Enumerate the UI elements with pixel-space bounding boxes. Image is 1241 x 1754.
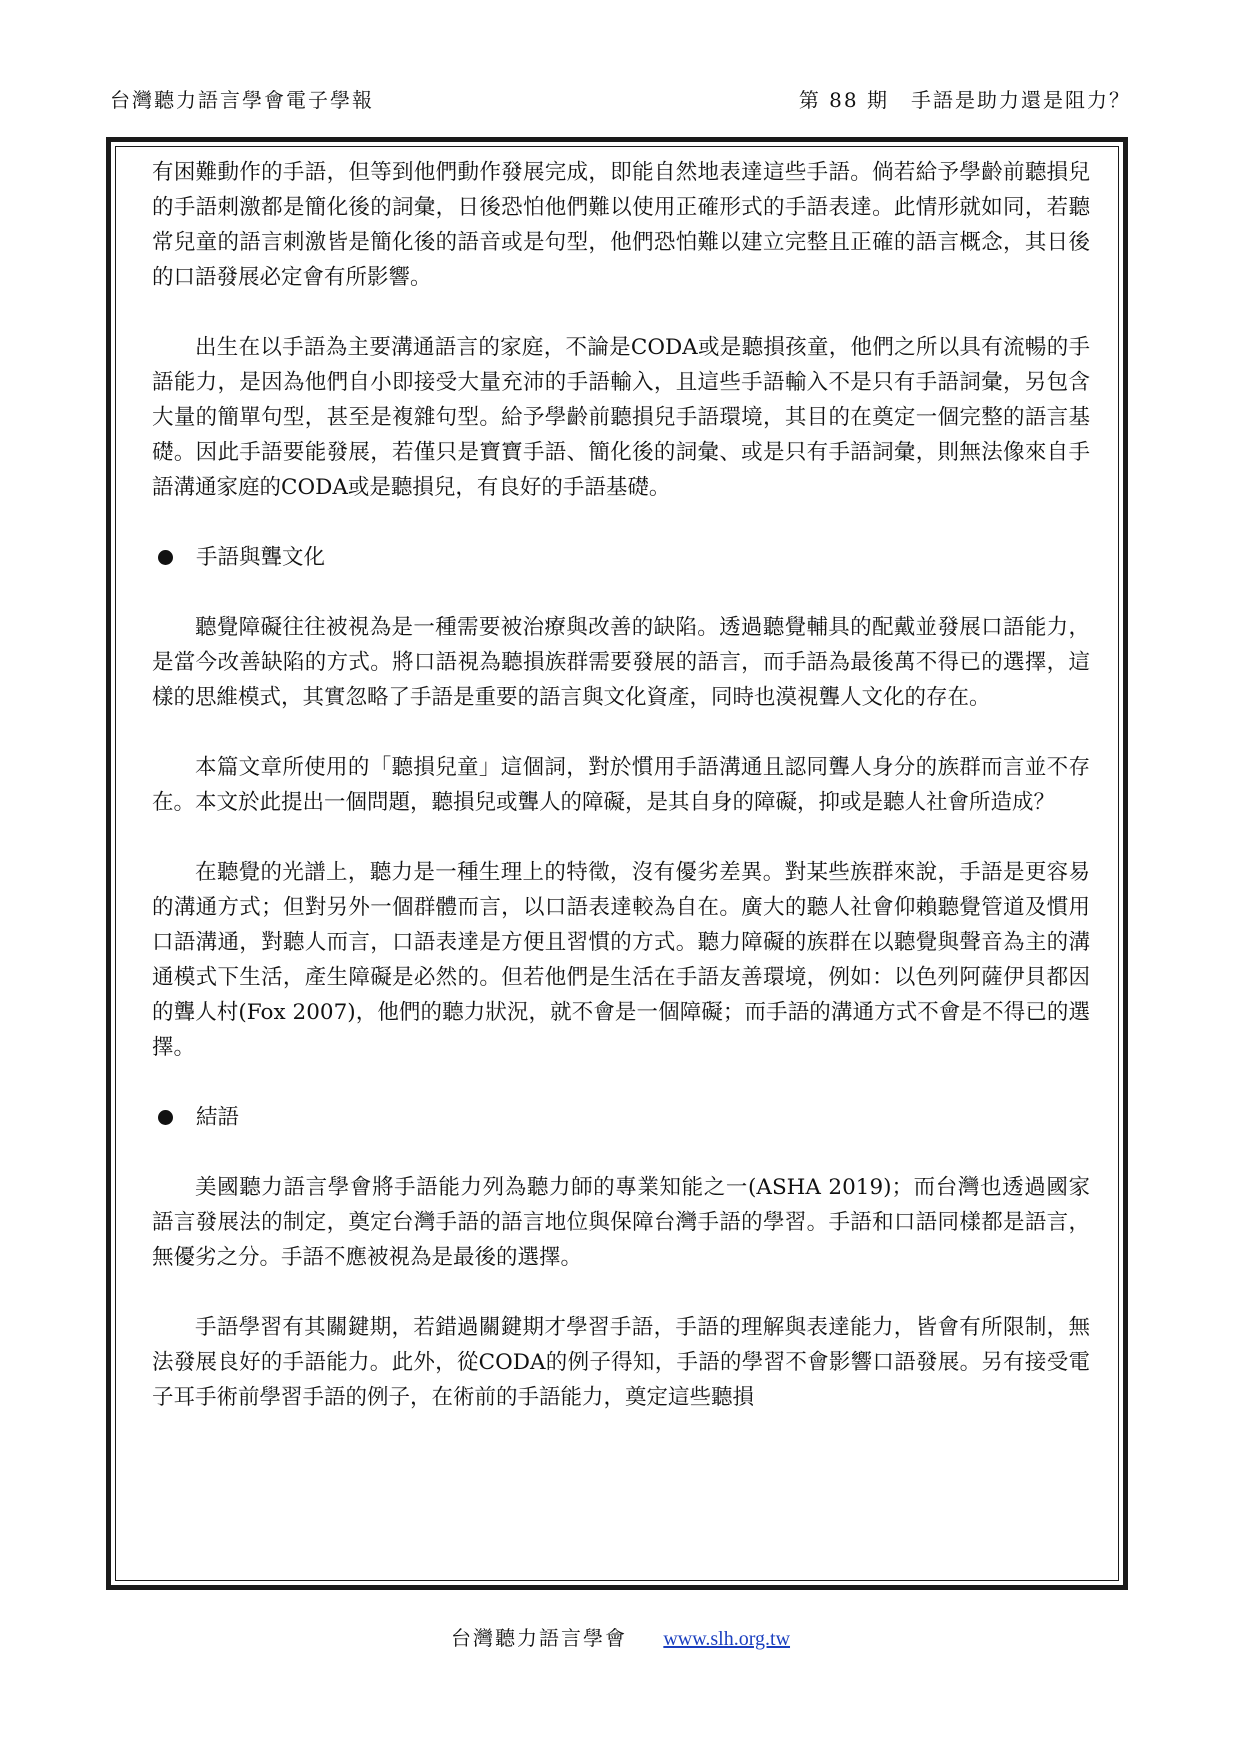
footer-organization: 台灣聽力語言學會 (450, 1626, 627, 1650)
paragraph-3: 聽覺障礙往往被視為是一種需要被治療與改善的缺陷。透過聽覺輔具的配戴並發展口語能力，是當今改善缺陷的方式。將口語視為聽損族群需要發展的語言，而手語為最後萬不得已的選擇，這樣的思維模式，其實忽略了手語是重要的語言與文化資產，同時也漠視聾人文化的存在。 (152, 615, 1090, 710)
paragraph-2: 出生在以手語為主要溝通語言的家庭，不論是CODA或是聽損孩童，他們之所以具有流暢的手語能力，是因為他們自小即接受大量充沛的手語輸入，且這些手語輸入不是只有手語詞彙，另包含大量的簡單句型，甚至是複雜句型。給予學齡前聽損兒手語環境，其目的在奠定一個完整的語言基礎。因此手語要能發展，若僅只是寶寶手語、簡化後的詞彙、或是只有手語詞彙，則無法像來自手語溝通家庭的CODA或是聽損兒，有良好的手語基礎。 (152, 335, 1090, 500)
bullet-icon (158, 1110, 173, 1125)
bullet-icon (158, 550, 173, 565)
issue-title: 第 88 期 手語是助力還是阻力？ (798, 88, 1131, 112)
page-header (110, 84, 1131, 116)
section-heading-deaf-culture (152, 540, 1090, 575)
section-heading-conclusion (152, 1100, 1090, 1135)
footer-website-link[interactable]: www.slh.org.tw (663, 1628, 791, 1650)
paragraph-5: 在聽覺的光譜上，聽力是一種生理上的特徵，沒有優劣差異。對某些族群來說，手語是更容易的溝通方式；但對另外一個群體而言，以口語表達較為自在。廣大的聽人社會仰賴聽覺管道及慣用口語溝通，對聽人而言，口語表達是方便且習慣的方式。聽力障礙的族群在以聽覺與聲音為主的溝通模式下生活，產生障礙是必然的。但若他們是生活在手語友善環境，例如：以色列阿薩伊貝都因的聾人村(Fox 2007)，他們的聽力狀況，就不會是一個障礙；而手語的溝通方式不會是不得已的選擇。 (152, 860, 1090, 1060)
content-body (115, 146, 1119, 1581)
content-frame (106, 137, 1128, 1590)
paragraph-1: 有困難動作的手語，但等到他們動作發展完成，即能自然地表達這些手語。倘若給予學齡前聽損兒的手語刺激都是簡化後的詞彙，日後恐怕他們難以使用正確形式的手語表達。此情形就如同，若聽常兒童的語言刺激皆是簡化後的語音或是句型，他們恐怕難以建立完整且正確的語言概念，其日後的口語發展必定會有所影響。 (152, 160, 1090, 290)
section-heading-text: 手語與聾文化 (196, 545, 326, 570)
page-footer (0, 1622, 1241, 1651)
paragraph-6: 美國聽力語言學會將手語能力列為聽力師的專業知能之一(ASHA 2019)；而台灣也透過國家語言發展法的制定，奠定台灣手語的語言地位與保障台灣手語的學習。手語和口語同樣都是語言，無優劣之分。手語不應被視為是最後的選擇。 (152, 1175, 1090, 1270)
journal-title: 台灣聽力語言學會電子學報 (110, 88, 374, 112)
paragraph-7: 手語學習有其關鍵期，若錯過關鍵期才學習手語，手語的理解與表達能力，皆會有所限制，無法發展良好的手語能力。此外，從CODA的例子得知，手語的學習不會影響口語發展。另有接受電子耳手術前學習手語的例子，在術前的手語能力，奠定這些聽損 (152, 1315, 1090, 1410)
paragraph-4: 本篇文章所使用的「聽損兒童」這個詞，對於慣用手語溝通且認同聾人身分的族群而言並不存在。本文於此提出一個問題，聽損兒或聾人的障礙，是其自身的障礙，抑或是聽人社會所造成？ (152, 755, 1090, 815)
section-heading-text: 結語 (196, 1105, 240, 1130)
